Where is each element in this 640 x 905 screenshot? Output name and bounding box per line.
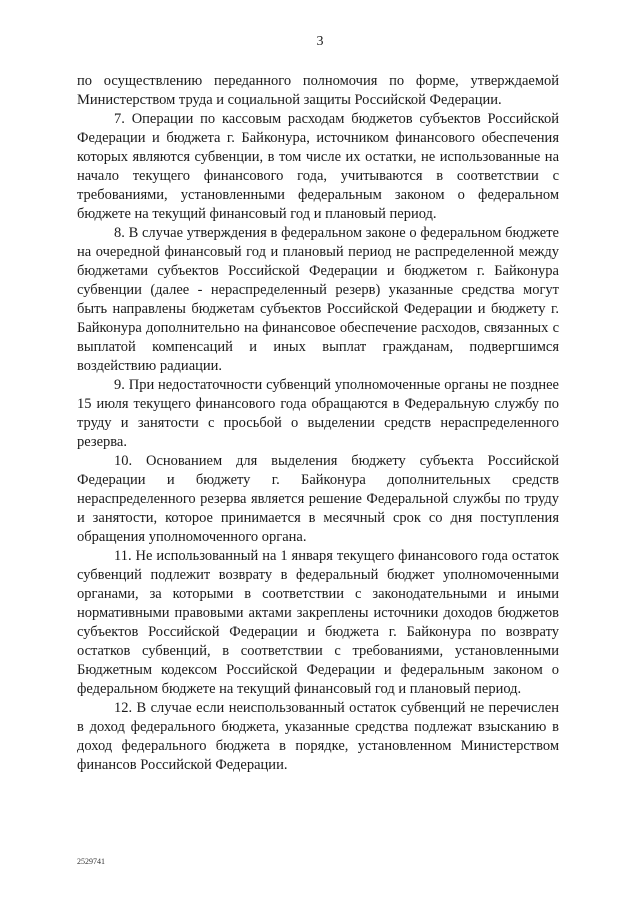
document-body — [77, 72, 559, 775]
page-number: 3 — [316, 34, 324, 49]
paragraph-10: 10. Основанием для выделения бюджету субъекта Российской Федерации и бюджету г. Байконура дополнительных средств нераспределенного резерва является решение Федеральной службы по труду и занятости, которое принимается в месячный срок со дня поступления обращения уполномоченного органа. — [77, 453, 559, 545]
paragraph-12: 12. В случае если неиспользованный остаток субвенций не перечислен в доход федерального бюджета, указанные средства подлежат взысканию в доход федерального бюджета в порядке, установленном Министерством финансов Российской Федерации. — [77, 700, 559, 773]
paragraph-9: 9. При недостаточности субвенций уполномоченные органы не позднее 15 июля текущего финансового года обращаются в Федеральную службу по труду и занятости с просьбой о выделении средств нераспределенного резерва. — [77, 377, 559, 450]
paragraph-11: 11. Не использованный на 1 января текущего финансового года остаток субвенций подлежит возврату в федеральный бюджет уполномоченными органами, за которыми в соответствии с законодательными и иными нормативными правовыми актами закреплены источники доходов бюджетов субъектов Российской Федерации и бюджета г. Байконура по возврату остатков субвенций, в соответствии с требованиями, установленными Бюджетным кодексом Российской Федерации и федеральным законом о федеральном бюджете на текущий финансовый год и плановый период. — [77, 548, 559, 697]
paragraph-8: 8. В случае утверждения в федеральном законе о федеральном бюджете на очередной финансовый год и плановый период не распределенной между бюджетами субъектов Российской Федерации и бюджетом г. Байконура субвенции (далее - нераспределенный резерв) указанные средства могут быть направлены бюджетам субъектов Российской Федерации и бюджету г. Байконура дополнительно на финансовое обеспечение расходов, связанных с выплатой компенсаций и иных выплат гражданам, подвергшимся воздействию радиации. — [77, 225, 559, 374]
document-id: 2529741 — [77, 857, 105, 866]
paragraph-continuation: по осуществлению переданного полномочия по форме, утверждаемой Министерством труда и социальной защиты Российской Федерации. — [77, 73, 559, 108]
paragraph-7: 7. Операции по кассовым расходам бюджетов субъектов Российской Федерации и бюджета г. Байконура, источником финансового обеспечения которых являются субвенции, в том числе их остатки, не использованные на начало текущего финансового года, учитываются в соответствии с требованиями, установленными федеральным законом о федеральном бюджете на текущий финансовый год и плановый период. — [77, 111, 559, 222]
